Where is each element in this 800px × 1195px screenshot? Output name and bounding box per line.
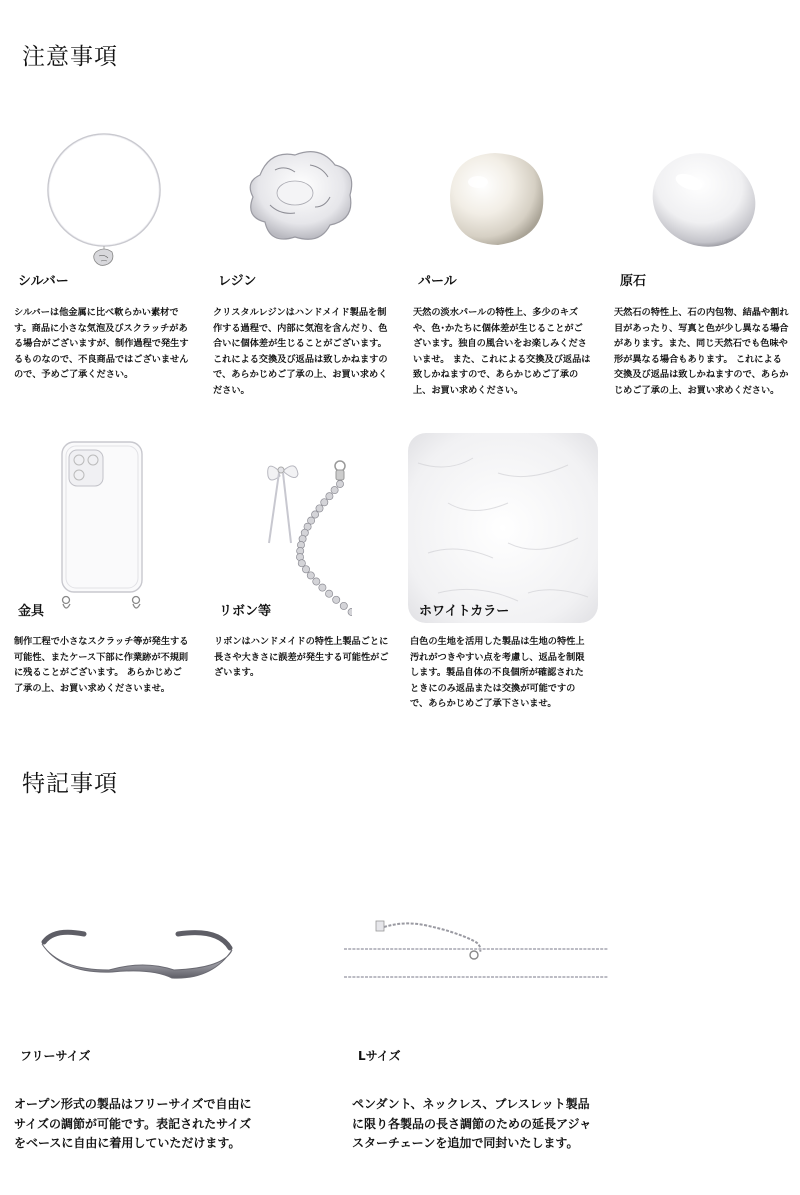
caution-text-white: 白色の生地を活用した製品は生地の特性上汚れがつきやすい点を考慮し、返品を制限します。製品自体の不良個所が確認されたときにのみ返品または交換が可能ですので、あらかじめご了承下さいませ。 bbox=[410, 636, 585, 710]
caution-text-ribbon: リボンはハンドメイドの特性上製品ごとに長さや大きさに誤差が発生する可能性がございます。 bbox=[214, 636, 389, 679]
white-fur-image bbox=[408, 433, 598, 623]
notes-text-l-size: ペンダント、ネックレス、ブレスレット製品に限り各製品の長さ調節のための延長アジャスターチェーンを追加で同封いたします。 bbox=[352, 1097, 592, 1150]
caution-text-silver: シルバーは他金属に比べ軟らかい素材です。商品に小さな気泡及びスクラッチがある場合がございますが、制作過程で発生するものなので、不良商品ではございませんので、予めご了承ください。 bbox=[14, 307, 189, 381]
caution-text-resin: クリスタルレジンはハンドメイド製品を制作する過程で、内部に気泡を含んだり、色合いに個体差が生じることがございます。 これによる交換及び返品は致しかねますので、あらかじめご了承の上、お買い求めください。 bbox=[213, 307, 388, 396]
caution-label-resin: レジン bbox=[218, 274, 257, 289]
crystal-stone-image bbox=[644, 150, 764, 250]
caution-label-pearl: パール bbox=[418, 274, 457, 289]
notes-text-free-size: オープン形式の製品はフリーサイズで自由にサイズの調節が可能です。表記されたサイズをベースに自由に着用していただけます。 bbox=[14, 1097, 252, 1150]
caution-label-metal: 金具 bbox=[18, 604, 45, 619]
caution-label-stone: 原石 bbox=[620, 274, 647, 289]
notes-title: 特記事項 bbox=[22, 771, 118, 797]
caution-text-pearl: 天然の淡水パールの特性上、多少のキズや、色･かたちに個体差が生じることがございます。独自の風合いをお楽しみくださいませ。 また、これによる交換及び返品は致しかねますので、あらかじめご了承の上、お買い求めください。 bbox=[413, 307, 591, 396]
resin-ring-image bbox=[240, 145, 360, 245]
silver-necklace-image bbox=[44, 130, 164, 270]
pearl-image bbox=[438, 150, 548, 250]
chain-necklace-image bbox=[342, 915, 610, 985]
notes-label-free-size: フリーサイズ bbox=[20, 1049, 91, 1063]
notes-label-l-size: Lサイズ bbox=[358, 1049, 401, 1063]
caution-label-silver: シルバー bbox=[18, 274, 69, 289]
caution-label-ribbon: リボン等 bbox=[219, 604, 272, 619]
ribbon-chain-image bbox=[262, 458, 352, 618]
caution-text-metal: 制作工程で小さなスクラッチ等が発生する可能性、またケース下部に作業跡が不規則に残ることがございます。 あらかじめご了承の上、お買い求めくださいませ。 bbox=[14, 636, 189, 694]
caution-text-stone: 天然石の特性上、石の内包物、結晶や割れ目があったり、写真と色が少し異なる場合があります。また、同じ天然石でも色味や形が異なる場合もあります。 これによる交換及び返品は致しかねますので、あらかじめご了承の上、お買い求めください。 bbox=[614, 307, 789, 396]
phone-case-image bbox=[57, 440, 147, 615]
caution-title: 注意事項 bbox=[22, 44, 118, 70]
silver-bangle-image bbox=[38, 920, 238, 985]
caution-label-white: ホワイトカラー bbox=[419, 604, 510, 619]
